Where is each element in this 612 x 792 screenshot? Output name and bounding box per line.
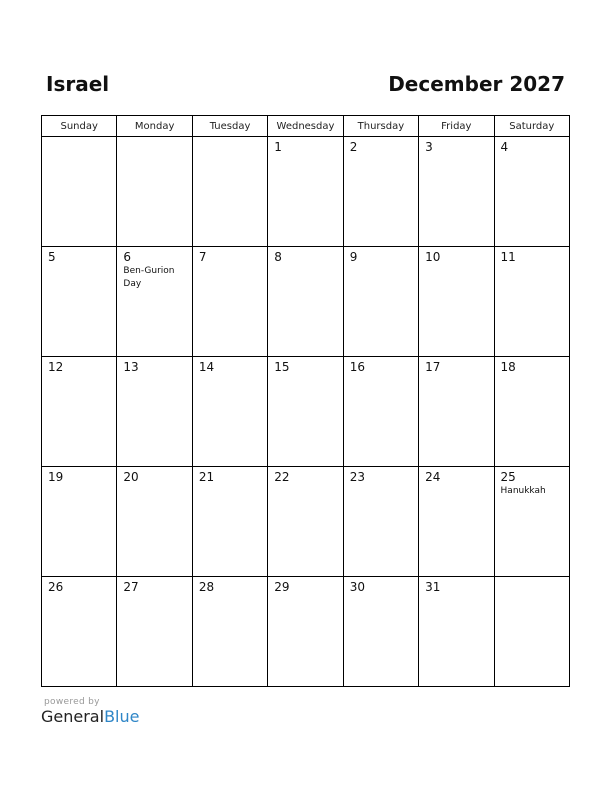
day-number: 25 [500, 470, 516, 484]
day-cell [343, 247, 418, 357]
brand-blue-text: Blue [104, 707, 140, 726]
day-number: 6 [123, 250, 132, 264]
day-cell [117, 577, 192, 687]
powered-by-text: powered by [44, 697, 100, 707]
day-number: 22 [274, 470, 290, 484]
day-number: 27 [123, 580, 139, 594]
day-cell [419, 577, 494, 687]
day-number: 21 [198, 470, 215, 484]
day-number: 23 [349, 470, 365, 484]
day-number: 12 [48, 360, 64, 374]
day-number: 11 [500, 250, 516, 264]
week-row [42, 467, 570, 577]
day-number: 8 [274, 250, 282, 264]
day-number: 31 [425, 580, 441, 594]
day-cell [192, 137, 267, 247]
day-cell [42, 357, 117, 467]
day-number: 14 [198, 360, 215, 374]
day-cell [419, 137, 494, 247]
holiday-label: Hanukkah [500, 486, 546, 496]
brand-general-text: General [41, 707, 105, 726]
day-cell [268, 577, 343, 687]
day-number: 3 [425, 140, 433, 154]
day-cell [117, 247, 192, 357]
day-cell [192, 577, 267, 687]
day-cell [494, 467, 569, 577]
weekday-header: Sunday [42, 116, 117, 137]
day-number: 10 [425, 250, 441, 264]
day-cell [268, 247, 343, 357]
week-row [42, 357, 570, 467]
day-number: 30 [349, 580, 365, 594]
day-number: 5 [48, 250, 56, 264]
day-number: 15 [274, 360, 290, 374]
country-title: Israel [46, 72, 110, 96]
day-cell [42, 577, 117, 687]
weekday-header: Saturday [494, 116, 569, 137]
generalblue-logo[interactable] [41, 707, 139, 727]
day-cell [117, 357, 192, 467]
weekday-header: Wednesday [268, 116, 343, 137]
day-cell [42, 247, 117, 357]
day-cell [343, 467, 418, 577]
day-cell [42, 467, 117, 577]
day-cell [494, 577, 569, 687]
day-number [495, 577, 569, 580]
day-cell [192, 467, 267, 577]
day-number: 20 [123, 470, 139, 484]
day-number: 19 [48, 470, 64, 484]
day-number: 29 [274, 580, 290, 594]
day-cell [419, 247, 494, 357]
day-number: 26 [48, 580, 64, 594]
day-cell [268, 357, 343, 467]
day-cell [343, 137, 418, 247]
weekday-header: Friday [419, 116, 494, 137]
day-cell [494, 247, 569, 357]
weekday-header-row [42, 116, 570, 137]
day-number [193, 137, 267, 140]
week-row [42, 137, 570, 247]
day-cell [343, 577, 418, 687]
day-number: 17 [425, 360, 441, 374]
day-cell [494, 357, 569, 467]
calendar-grid [41, 115, 570, 687]
day-cell [343, 357, 418, 467]
day-number: 28 [198, 580, 215, 594]
day-number: 7 [198, 250, 207, 264]
day-cell [419, 357, 494, 467]
day-number: 18 [500, 360, 516, 374]
day-cell [192, 357, 267, 467]
weekday-header: Monday [117, 116, 192, 137]
week-row [42, 577, 570, 687]
weekday-header: Tuesday [192, 116, 267, 137]
day-number: 24 [425, 470, 441, 484]
day-cell [192, 247, 267, 357]
day-number [42, 137, 116, 140]
day-number: 1 [274, 140, 282, 154]
month-year-title: December 2027 [388, 72, 565, 96]
day-number: 4 [500, 140, 509, 154]
day-cell [117, 467, 192, 577]
week-row [42, 247, 570, 357]
day-cell [268, 467, 343, 577]
day-number: 2 [349, 140, 358, 154]
weekday-header: Thursday [343, 116, 418, 137]
day-number: 16 [349, 360, 365, 374]
day-number: 9 [349, 250, 358, 264]
day-cell [117, 137, 192, 247]
day-cell [42, 137, 117, 247]
day-cell [268, 137, 343, 247]
day-number [117, 137, 191, 140]
holiday-label: Ben-Gurion Day [123, 266, 175, 289]
day-number: 13 [123, 360, 139, 374]
day-cell [419, 467, 494, 577]
day-cell [494, 137, 569, 247]
